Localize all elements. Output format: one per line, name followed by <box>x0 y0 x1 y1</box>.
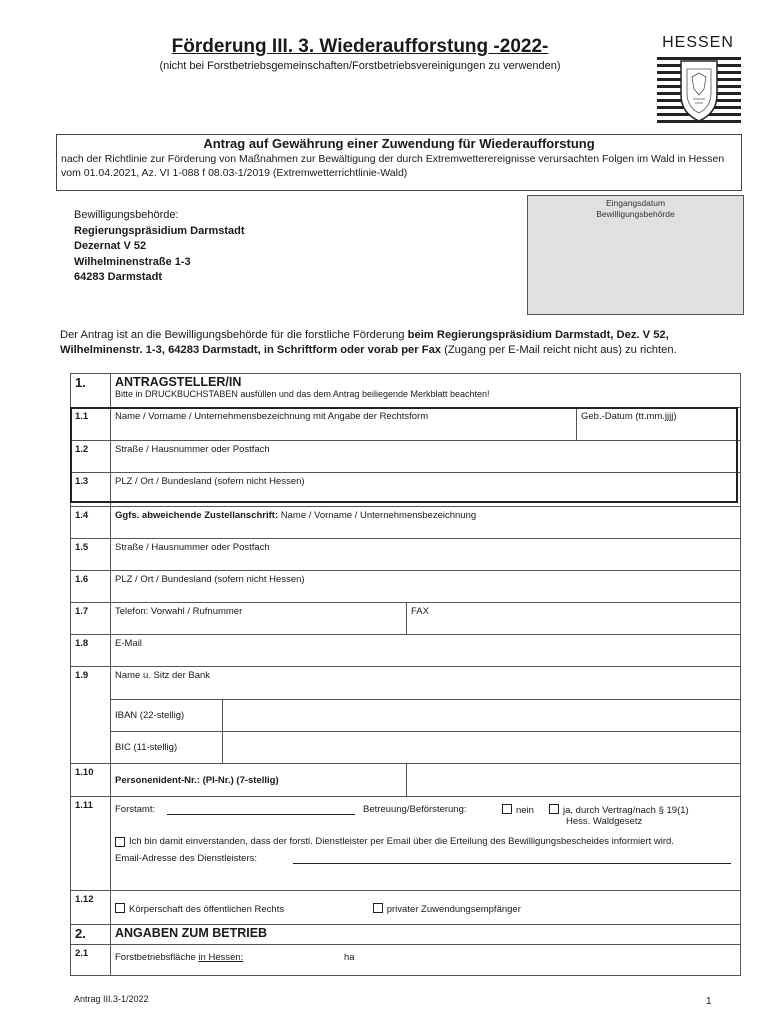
koerperschaft-label: Körperschaft des öffentlichen Rechts <box>129 904 285 915</box>
ja-label: ja, durch Vertrag/nach § 19(1) <box>563 805 689 816</box>
city-label: PLZ / Ort / Bundesland (sofern nicht Hessen) <box>115 476 305 487</box>
section1-num: 1. <box>75 375 86 390</box>
footer-form-id: Antrag III.3-1/2022 <box>74 994 149 1004</box>
iban-label: IBAN (22-stellig) <box>111 700 223 732</box>
bank-field[interactable] <box>111 667 741 700</box>
application-form-table <box>70 373 741 976</box>
behoerde-line4: 64283 Darmstadt <box>74 271 163 283</box>
delivery-street-field[interactable] <box>111 539 741 571</box>
hessen-logo-text: HESSEN <box>662 34 734 51</box>
email-provider-label: Email-Adresse des Dienstleisters: <box>115 853 258 864</box>
delivery-city-label: PLZ / Ort / Bundesland (sofern nicht Hessen) <box>115 574 305 585</box>
iban-field[interactable] <box>223 700 741 732</box>
eingangsdatum-box <box>527 195 744 315</box>
antrag-description: nach der Richtlinie zur Förderung von Maßnahmen zur Bewältigung der durch Extremwetterereignisse verursachten Folgen im Wald in Hessen vom 01.04.2021, Az. VI 1-088 f 08.03-1/2019 (Extremwetterrichtlinie-Wald) <box>61 153 725 179</box>
row-num: 1.12 <box>71 891 111 925</box>
behoerde-line3: Wilhelminenstraße 1-3 <box>74 255 191 268</box>
row-num: 1.10 <box>71 764 111 797</box>
row-2-1 <box>71 945 741 976</box>
row-1-9-iban <box>71 700 741 732</box>
intro-text-2: (Zugang per E-Mail reicht nicht aus) zu richten. <box>441 344 677 356</box>
delivery-label-bold: Ggfs. abweichende Zustellanschrift: <box>115 510 279 521</box>
row-1-9 <box>71 667 741 700</box>
privat-label: privater Zuwendungsempfänger <box>386 904 521 915</box>
section2-header <box>71 925 741 945</box>
forstamt-label: Forstamt: <box>115 804 156 815</box>
page-number: 1 <box>706 996 712 1007</box>
ja-label-line2: Hess. Waldgesetz <box>566 816 643 827</box>
section1-header <box>71 374 741 408</box>
eingang-label-1: Eingangsdatum <box>605 198 666 208</box>
section1-title: ANTRAGSTELLER/IN <box>115 375 242 389</box>
row-num: 1.4 <box>71 507 111 539</box>
forstamt-input-line[interactable] <box>167 814 355 815</box>
email-field[interactable] <box>111 635 741 667</box>
row-1-2 <box>71 441 741 473</box>
row-num: 1.2 <box>71 441 111 473</box>
row-1-8 <box>71 635 741 667</box>
intro-text-1: Der Antrag ist an die Bewilligungsbehörde für die forstliche Förderung <box>60 329 408 341</box>
city-field[interactable] <box>111 473 741 507</box>
nein-label: nein <box>516 805 534 816</box>
row-num: 2.1 <box>71 945 111 976</box>
row-num: 1.6 <box>71 571 111 603</box>
row-num: 1.7 <box>71 603 111 635</box>
checkbox-koerperschaft[interactable] <box>115 903 125 913</box>
checkbox-privat[interactable] <box>373 903 383 913</box>
bewilligungsbehoerde-address <box>74 208 245 286</box>
hessen-crest-icon <box>657 55 741 127</box>
privat-option[interactable] <box>373 904 521 915</box>
flaeche-unit: ha <box>343 952 355 963</box>
row-num: 1.3 <box>71 473 111 507</box>
consent-option[interactable] <box>115 836 736 848</box>
delivery-street-label: Straße / Hausnummer oder Postfach <box>115 542 270 553</box>
pi-nr-field[interactable] <box>407 764 741 797</box>
row-1-10 <box>71 764 741 797</box>
row-num: 1.8 <box>71 635 111 667</box>
betreuung-ja-option[interactable] <box>549 804 689 816</box>
row-num: 1.11 <box>71 797 111 891</box>
forstbetriebsflaeche-field[interactable] <box>111 945 741 976</box>
street-field[interactable] <box>111 441 741 473</box>
row-1-1 <box>71 408 741 441</box>
email-label: E-Mail <box>115 638 142 649</box>
row-1-5 <box>71 539 741 571</box>
row-1-3 <box>71 473 741 507</box>
section2-title: ANGABEN ZUM BETRIEB <box>115 926 268 940</box>
behoerde-label: Bewilligungsbehörde: <box>74 209 179 221</box>
antrag-header-box <box>56 134 742 191</box>
checkbox-nein[interactable] <box>502 804 512 814</box>
row-num: 1.1 <box>71 408 111 441</box>
behoerde-line1: Regierungspräsidium Darmstadt <box>74 224 245 237</box>
consent-label: Ich bin damit einverstanden, dass der forstl. Dienstleister per Email über die Erteilung des Bewilligungsbescheides informiert wird. <box>129 836 674 847</box>
row-1-6 <box>71 571 741 603</box>
name-label: Name / Vorname / Unternehmensbezeichnung mit Angabe der Rechtsform <box>115 411 429 422</box>
email-provider-input-line[interactable] <box>293 863 731 864</box>
delivery-label: Name / Vorname / Unternehmensbezeichnung <box>278 510 477 521</box>
delivery-city-field[interactable] <box>111 571 741 603</box>
fax-field[interactable] <box>407 603 741 635</box>
bic-field[interactable] <box>223 732 741 764</box>
flaeche-label-hessen: in Hessen: <box>198 952 244 963</box>
row-1-9-bic <box>71 732 741 764</box>
checkbox-consent[interactable] <box>115 837 125 847</box>
street-label: Straße / Hausnummer oder Postfach <box>115 444 270 455</box>
row-num: 1.5 <box>71 539 111 571</box>
row-1-4 <box>71 507 741 539</box>
row-num: 1.9 <box>71 667 111 764</box>
antrag-title: Antrag auf Gewährung einer Zuwendung für Wiederaufforstung <box>203 136 595 151</box>
pi-nr-label: Personenident-Nr.: (PI-Nr.) (7-stellig) <box>111 764 407 797</box>
page-subtitle: (nicht bei Forstbetriebsgemeinschaften/Forstbetriebsvereinigungen zu verwenden) <box>159 60 561 72</box>
section2-num: 2. <box>75 926 86 941</box>
row-1-12 <box>71 891 741 925</box>
row-1-7 <box>71 603 741 635</box>
delivery-address-field[interactable] <box>111 507 741 539</box>
intro-text-bold: beim Regierungspräsidium Darmstadt, Dez. V 52, Wilhelminenstr. 1-3, 64283 Darmstadt, in Schriftform oder vorab per Fax <box>60 329 669 356</box>
flaeche-label: Forstbetriebsfläche <box>115 952 199 963</box>
phone-label: Telefon: Vorwahl / Rufnummer <box>115 606 243 617</box>
intro-paragraph <box>60 328 720 358</box>
page-title: Förderung III. 3. Wiederaufforstung -2022- <box>171 36 549 57</box>
name-field[interactable] <box>111 408 577 441</box>
koerperschaft-option[interactable] <box>115 904 284 915</box>
section1-instructions: Bitte in DRUCKBUCHSTABEN ausfüllen und das dem Antrag beiliegende Merkblatt beachten! <box>115 389 490 399</box>
bic-label: BIC (11-stellig) <box>111 732 223 764</box>
birthdate-label: Geb.-Datum (tt.mm.jjjj) <box>581 411 677 422</box>
birthdate-field[interactable] <box>577 408 741 441</box>
betreuung-label: Betreuung/Beförsterung: <box>363 804 467 815</box>
phone-field[interactable] <box>111 603 407 635</box>
fax-label: FAX <box>411 606 429 617</box>
eingang-label-2: Bewilligungsbehörde <box>596 209 675 219</box>
betreuung-nein-option[interactable] <box>502 804 534 816</box>
checkbox-ja[interactable] <box>549 804 559 814</box>
row-1-11 <box>71 797 741 891</box>
behoerde-line2: Dezernat V 52 <box>74 240 147 252</box>
bank-label: Name u. Sitz der Bank <box>115 670 211 681</box>
